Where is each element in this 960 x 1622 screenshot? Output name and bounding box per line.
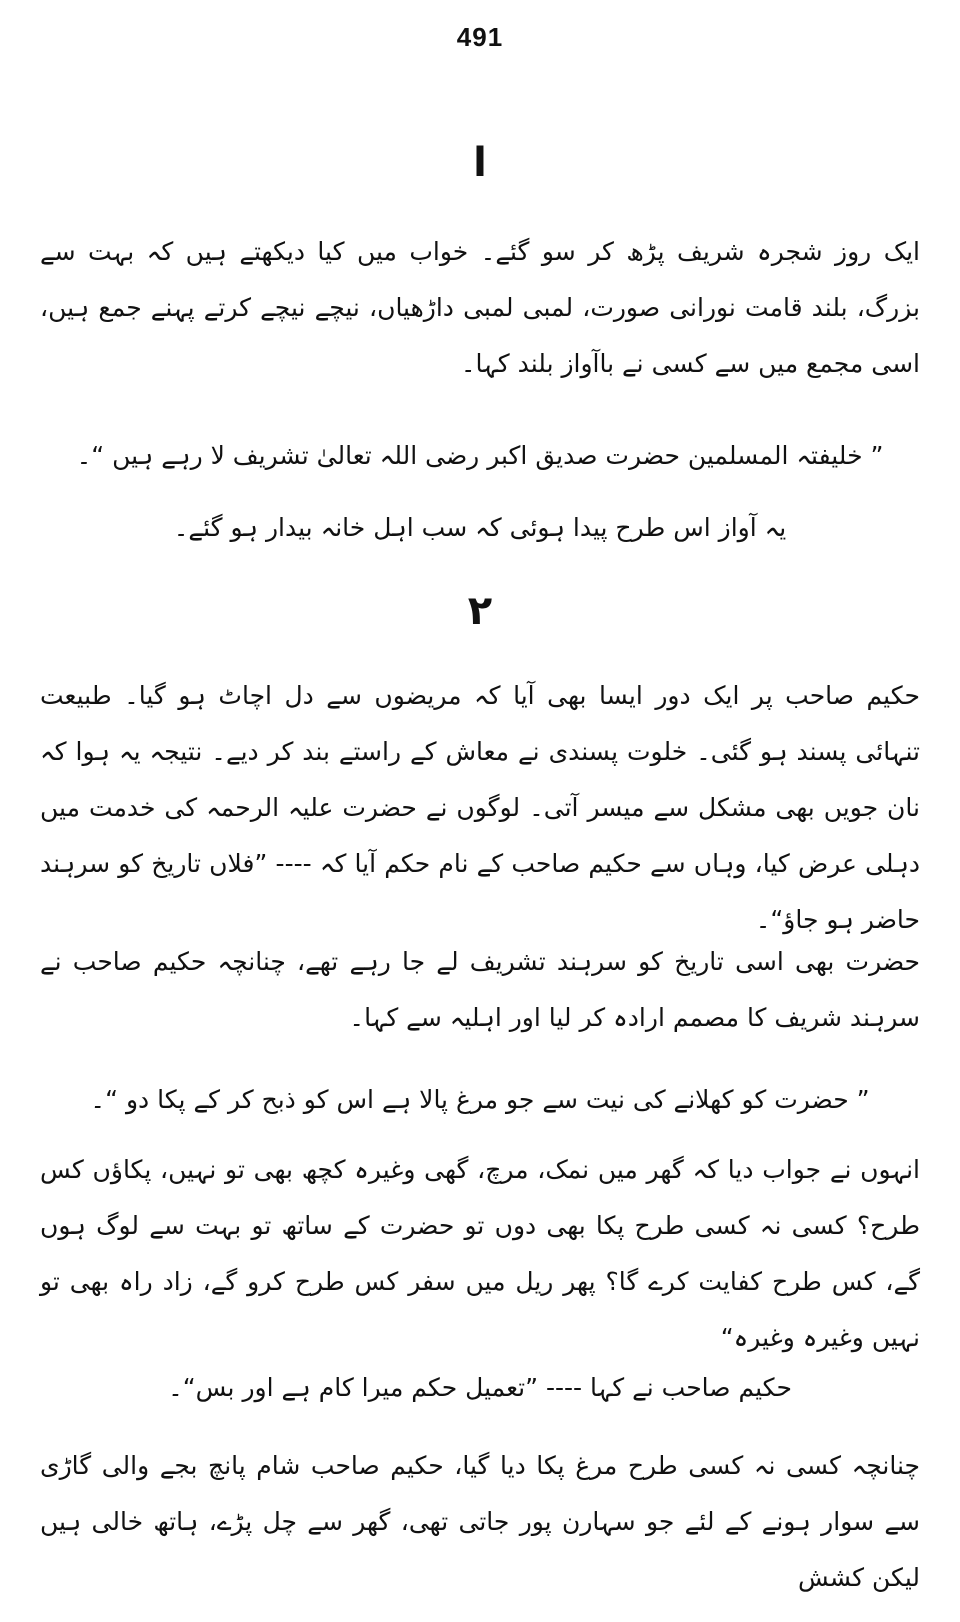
paragraph-departure: چنانچہ کسی نہ کسی طرح مرغ پکا دیا گیا، حکیم صاحب شام پانچ بجے والی گاڑی سے سوار ہونے کے لئے جو سہارن پور جاتی تھی، گھر سے چل پڑے، ہاتھ خالی ہیں لیکن کشش	[40, 1451, 920, 1592]
paragraph-hakim-hardship: حکیم صاحب پر ایک دور ایسا بھی آیا کہ مریضوں سے دل اچاٹ ہو گیا۔ طبیعت تنہائی پسند ہو گئی۔ خلوت پسندی نے معاش کے راستے بند کر دیے۔ نتیجہ یہ ہوا کہ نان جویں بھی مشکل سے میسر آتی۔ لوگوں نے حضرت علیہ الرحمہ کی خدمت میں دہلی عرض کیا، وہاں سے حکیم صاحب کے نام حکم آیا کہ ---- ”فلاں تاریخ کو سرہند حاضر ہو جاؤ“۔	[40, 681, 920, 934]
paragraph-wife-reply: انہوں نے جواب دیا کہ گھر میں نمک، مرچ، گھی وغیرہ کچھ بھی تو نہیں، پکاؤں کس طرح؟ کسی نہ کسی طرح پکا بھی دوں تو حضرت کے ساتھ تو بہت سے لوگ ہوں گے، کس طرح کفایت کرے گا؟ پھر ریل میں سفر کس طرح کرو گے، زاد راہ بھی تو نہیں وغیرہ وغیرہ“	[40, 1155, 920, 1352]
section-number-2: ۲	[467, 588, 493, 634]
quote-obedience: حکیم صاحب نے کہا ---- ”تعمیل حکم میرا کام ہے اور بس“۔	[168, 1373, 792, 1402]
paragraph-awakening: یہ آواز اس طرح پیدا ہوئی کہ سب اہل خانہ بیدار ہو گئے۔	[173, 513, 787, 542]
quote-announcement: ” خلیفتہ المسلمین حضرت صدیق اکبر رضی اللہ تعالیٰ تشریف لا رہے ہیں “۔	[76, 441, 884, 470]
quote-cook-rooster: ” حضرت کو کھلانے کی نیت سے جو مرغ پالا ہے اس کو ذبح کر کے پکا دو “۔	[90, 1085, 870, 1114]
section-number-1: ا	[473, 140, 487, 186]
paragraph-dream: ایک روز شجرہ شریف پڑھ کر سو گئے۔ خواب میں کیا دیکھتے ہیں کہ بہت سے بزرگ، بلند قامت نورانی صورت، لمبی لمبی داڑھیاں، نیچے نیچے کرتے پہنے جمع ہیں، اسی مجمع میں سے کسی نے باآواز بلند کہا۔	[40, 237, 920, 378]
paragraph-sirhind-intent: حضرت بھی اسی تاریخ کو سرہند تشریف لے جا رہے تھے، چنانچہ حکیم صاحب نے سرہند شریف کا مصمم ارادہ کر لیا اور اہلیہ سے کہا۔	[40, 947, 920, 1032]
page-number: 491	[456, 22, 504, 52]
